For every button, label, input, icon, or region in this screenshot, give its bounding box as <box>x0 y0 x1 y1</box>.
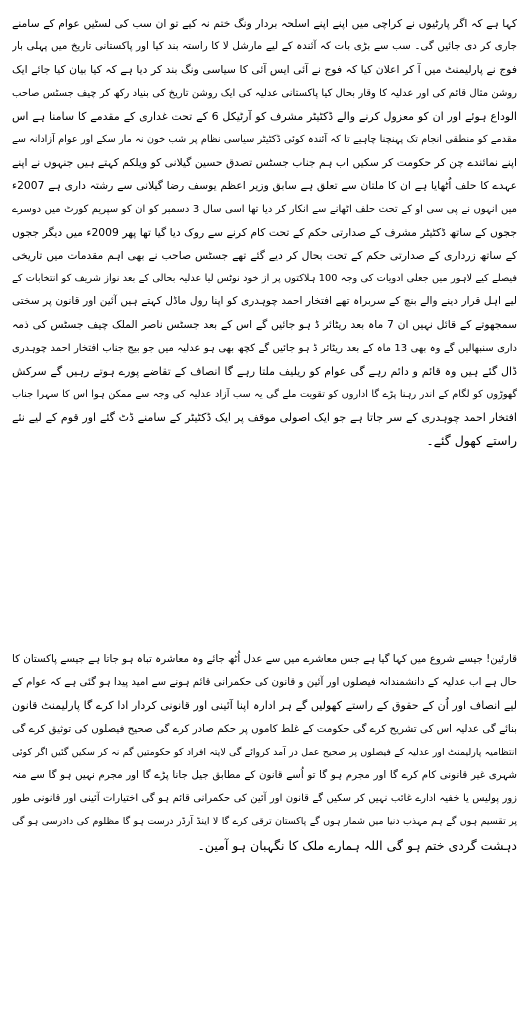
text-line: روشن مثال قائم کی اور عدلیہ کا وقار بحال کیا پاکستانی عدلیہ کی ایک روشن تاریخ کی بنیاد رکھ کر چیف جسٹس صاحب <box>12 87 517 99</box>
text-line: انتظامیہ پارلیمنٹ اور عدلیہ کے فیصلوں پر صحیح عمل در آمد کروائے گی لاپتہ افراد کو حکومتیں گم نہ کر سکیں گئیں اگر کوئی <box>12 746 517 758</box>
text-line: شہری غیر قانونی کام کرے گا اور مجرم ہو گا تو اُسے قانون کے مطابق جیل جانا پڑے گا اور مجرم نہیں ہو گا سے منہ <box>12 768 517 781</box>
text-line: افتخار احمد چوہدری کے سر جاتا ہے جو ایک اصولی موقف پر ایک ڈکٹیٹر کے سامنے ڈٹ گئے اور قوم کے لیے نئے <box>12 411 517 425</box>
article-paragraph <box>12 12 517 648</box>
article-paragraph <box>12 648 517 857</box>
text-line: سمجھوتے کے قائل نہیں ان 7 ماہ بعد ریٹائر ڈ ہو جائیں گے اس کے بعد جسٹس ناصر الملک چیف جسٹس کی ذمہ <box>12 318 517 332</box>
text-line: داری سنبھالیں گے وہ بھی 13 ماہ کے بعد ریٹائر ڈ ہو جائیں گے کچھ بھی ہو عدلیہ میں جو بیج جناب افتخار احمد چوہدری <box>12 342 517 354</box>
text-line: حال ہے اب عدلیہ کے دانشمندانہ فیصلوں اور آئین و قانون کی حکمرانی قائم ہونے سے امید پیدا ہو گئی ہے کہ عوام کے <box>12 676 517 689</box>
text-line: کہا ہے کہ اگر پارٹیوں نے کراچی میں اپنے اپنے اسلحہ بردار ونگ ختم نہ کیے تو ان سب کی لسٹیں عوام کے سامنے <box>12 17 517 30</box>
text-line: ججوں کے ساتھ ڈکٹیٹر مشرف کے صدارتی حکم کے تحت کام کرنے سے روک دیا گیا تھا پھر 2009ء میں دیگر ججوں <box>12 225 517 239</box>
text-line: اپنے نمائندے چن کر حکومت کر سکیں اب ہم جناب جسٹس تصدق حسین گیلانی کو ویلکم کہتے ہیں جنہوں نے اپنے <box>12 156 517 170</box>
text-line: مقدمے کو منطقی انجام تک پہنچنا چاہیے تا کہ آئندہ کوئی ڈکٹیٹر سیاسی نظام پر شب خون نہ مار سکے اور عوام آزادانہ سے <box>12 133 517 145</box>
text-line: لیے اہل قرار دینے والے بنچ کے سربراہ تھے افتخار احمد چوہدری کو اپنا رول ماڈل کہتے ہیں آئین اور قانون پر سختی <box>12 295 517 308</box>
text-line: لیے انصاف اور اُن کے حقوق کے راستے کھولیں گے ہر ادارہ اپنا آئینی اور قانونی کردار ادا کرے گا پارلیمنٹ قانون <box>12 699 517 713</box>
text-line: ڈال گئے ہیں وہ قائم و دائم رہے گی عوام کو ریلیف ملتا رہے گا انصاف کے تقاضے پورے ہوتے رہیں گے سرکش <box>12 364 517 378</box>
text-line: فیصلے کیے لاہور میں جعلی ادویات کی وجہ 100 ہلاکتوں پر از خود نوٹس لیا عدلیہ بحالی کے بعد نواز شریف کو انتخابات کے <box>12 273 517 285</box>
text-line: میں انہوں نے پی سی او کے تحت حلف اٹھانے سے انکار کر دیا تھا اسی سال 3 دسمبر کو ان کو سپریم کورٹ میں دوسرے <box>12 203 517 215</box>
text-line: پر تقسیم ہوں گے ہم مہذب دنیا میں شمار ہوں گے پاکستان ترقی کرے گا لا اینڈ آرڈر درست ہو گا مظلوم کی دادرسی ہو گی <box>12 816 517 828</box>
text-line: راستے کھول گئے۔ <box>426 433 517 449</box>
text-line: فوج نے پارلیمنٹ میں آ کر اعلان کیا کہ فوج نے آئی ایس آئی کا سیاسی ونگ بند کر دیا ہے کہ کیا بیان کیا جائے ایک <box>12 63 517 77</box>
text-line: زور پولیس یا خفیہ ادارے غائب نہیں کر سکیں گے قانون اور آئین کی حکمرانی قائم ہو گی اختیارات آئینی اور قانونی طور <box>12 793 517 805</box>
text-line: دہشت گردی ختم ہو گی اللہ ہمارے ملک کا نگہبان ہو آمین۔ <box>197 837 517 853</box>
text-line: بنائے گی عدلیہ اس کی تشریح کرے گی حکومت کے غلط کاموں پر حکم صادر کرے گی صحیح فیصلوں کی توثیق کرے گی <box>12 722 517 735</box>
text-line: الوداع ہوئے اور ان کو معزول کرنے والے ڈکٹیٹر مشرف کو آرٹیکل 6 کے تحت غداری کے مقدمے کا سامنا ہے اس <box>12 109 517 123</box>
text-line: جاری کر دی جائیں گی۔ سب سے بڑی بات کہ آئندہ کے لیے مارشل لا کا راستہ بند کیا اور پاکستانی تاریخ میں پہلی بار <box>12 40 517 53</box>
text-line: عہدے کا حلف اُٹھایا ہے ان کا ملتان سے تعلق ہے سابق وزیر اعظم یوسف رضا گیلانی سے رشتہ داری ہے 2007ء <box>12 179 517 193</box>
text-line: قارئین! جیسے شروع میں کہا گیا ہے جس معاشرے میں سے عدل اُٹھ جائے وہ معاشرہ تباہ ہو جاتا ہے جیسے پاکستان کا <box>12 653 517 665</box>
text-line: گھوڑوں کو لگام کے اندر رہنا پڑے گا اداروں کو تقویت ملے گی یہ سب آزاد عدلیہ کی وجہ سے ممکن ہوا اس کا سہرا جناب <box>12 389 517 400</box>
text-line: کے ساتھ زرداری کے صدارتی حکم کے تحت بحال کر دیے گئے تھے جسٹس صاحب نے بھی اہم مقدمات میں تاریخی <box>12 248 517 262</box>
